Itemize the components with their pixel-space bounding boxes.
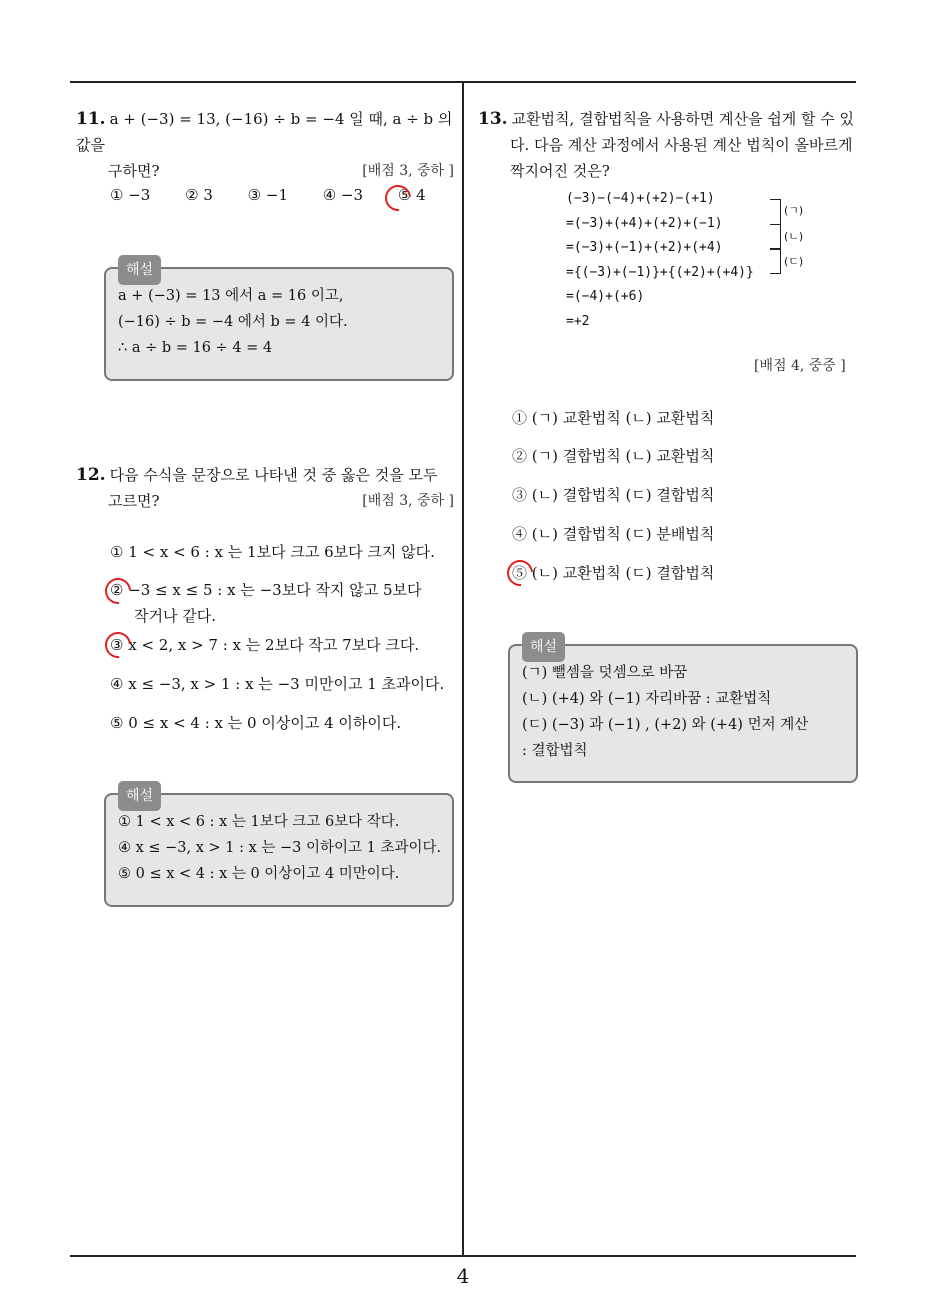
question-11 — [76, 106, 454, 184]
question-12 — [76, 462, 454, 514]
option-12-3[interactable]: ③ x < 2, x > 7 : x 는 2보다 작고 7보다 크다. — [110, 636, 420, 654]
score-label: [배점 3, 중하 ] — [362, 163, 454, 179]
solution-tag: 해설 — [118, 781, 161, 811]
question-text: 다음 수식을 문장으로 나타낸 것 중 옳은 것을 모두 — [109, 466, 438, 484]
question-number: 11. — [76, 109, 106, 129]
choice[interactable]: ① −3 — [110, 186, 151, 204]
solution-box-11 — [104, 262, 454, 381]
page-number: 4 — [456, 1264, 470, 1288]
option-12-5[interactable]: ⑤ 0 ≤ x < 4 : x 는 0 이상이고 4 이하이다. — [110, 714, 402, 732]
question-text: 고르면? — [108, 492, 160, 510]
bracket — [770, 248, 781, 274]
solution-line: ∴ a ÷ b = 16 ÷ 4 = 4 — [118, 340, 273, 356]
solution-line: (ㄱ) 뺄셈을 덧셈으로 바꿈 — [522, 665, 688, 681]
question-text: 다. 다음 계산 과정에서 사용된 계산 법칙이 올바르게 — [510, 136, 853, 154]
solution-line: ⑤ 0 ≤ x < 4 : x 는 0 이상이고 4 미만이다. — [118, 866, 400, 882]
bracket — [770, 199, 781, 225]
solution-tag: 해설 — [522, 632, 565, 662]
calc-line: ={(−3)+(−1)}+{(+2)+(+4)} — [566, 264, 754, 280]
option-13-4[interactable]: ④ (ㄴ) 결합법칙 (ㄷ) 분배법칙 — [512, 525, 715, 543]
bracket — [770, 224, 781, 250]
choice[interactable]: ③ −1 — [247, 186, 288, 204]
solution-line: ④ x ≤ −3, x > 1 : x 는 −3 이하이고 1 초과이다. — [118, 840, 442, 856]
step-label: (ㄴ) — [784, 230, 804, 243]
option-12-1[interactable]: ① 1 < x < 6 : x 는 1보다 크고 6보다 크지 않다. — [110, 543, 435, 561]
column-divider — [462, 82, 464, 1256]
option-13-5[interactable]: ⑤ (ㄴ) 교환법칙 (ㄷ) 결합법칙 — [512, 564, 715, 582]
calc-line: =(−3)+(−1)+(+2)+(+4) — [566, 240, 723, 255]
question-text: a + (−3) = 13, (−16) ÷ b = −4 일 때, a ÷ b 의 값을 — [76, 110, 453, 154]
bottom-rule — [70, 1255, 856, 1257]
option-13-3[interactable]: ③ (ㄴ) 결합법칙 (ㄷ) 결합법칙 — [512, 486, 715, 504]
score-label: [배점 3, 중하 ] — [362, 493, 454, 509]
solution-line: (−16) ÷ b = −4 에서 b = 4 이다. — [118, 314, 348, 330]
solution-line: (ㄷ) (−3) 과 (−1) , (+2) 와 (+4) 먼저 계산 — [522, 717, 809, 733]
question-number: 13. — [478, 109, 508, 129]
choice[interactable]: ⑤ 4 — [397, 186, 426, 204]
question-text: 짝지어진 것은? — [510, 162, 610, 180]
question-text: 교환법칙, 결합법칙을 사용하면 계산을 쉽게 할 수 있 — [511, 110, 855, 128]
solution-box-12 — [104, 788, 454, 907]
solution-tag: 해설 — [118, 255, 161, 285]
choice[interactable]: ④ −3 — [322, 186, 364, 204]
calc-line: =(−3)+(+4)+(+2)+(−1) — [566, 215, 723, 231]
calc-line: =(−4)+(+6) — [566, 289, 645, 304]
option-13-2[interactable]: ② (ㄱ) 결합법칙 (ㄴ) 교환법칙 — [512, 447, 715, 465]
score-label: [배점 4, 중중 ] — [754, 358, 846, 374]
calculation-steps — [566, 187, 754, 334]
solution-box-13 — [508, 639, 858, 783]
step-label: (ㄱ) — [784, 204, 804, 217]
question-13 — [478, 106, 858, 184]
option-13-1[interactable]: ① (ㄱ) 교환법칙 (ㄴ) 교환법칙 — [512, 409, 715, 427]
solution-line: (ㄴ) (+4) 와 (−1) 자리바꿈 : 교환법칙 — [522, 691, 772, 707]
question-number: 12. — [76, 465, 106, 485]
calc-line: (−3)−(−4)+(+2)−(+1) — [566, 191, 715, 206]
option-12-2-cont: 작거나 같다. — [134, 607, 216, 625]
question-text: 구하면? — [108, 162, 160, 180]
choice[interactable]: ② 3 — [185, 186, 213, 204]
solution-line: : 결합법칙 — [522, 743, 588, 759]
option-12-2[interactable]: ② −3 ≤ x ≤ 5 : x 는 −3보다 작지 않고 5보다 — [110, 581, 422, 599]
step-label: (ㄷ) — [784, 255, 804, 268]
option-12-4[interactable]: ④ x ≤ −3, x > 1 : x 는 −3 미만이고 1 초과이다. — [110, 675, 445, 693]
solution-line: a + (−3) = 13 에서 a = 16 이고, — [118, 288, 344, 304]
solution-line: ① 1 < x < 6 : x 는 1보다 크고 6보다 작다. — [118, 814, 400, 830]
calc-line: =+2 — [566, 313, 590, 329]
